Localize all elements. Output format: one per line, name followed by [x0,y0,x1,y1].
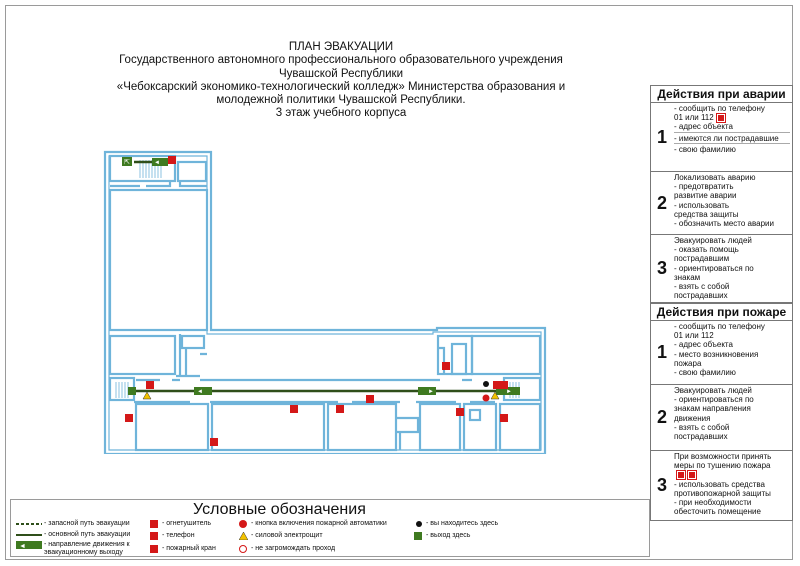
step-line: противопожарной защиты [674,488,771,498]
step-line: - использовать [674,200,730,210]
extinguisher-icon [146,381,154,389]
hydrant-icon [366,395,374,403]
step-line: - адрес объекта [674,122,733,132]
extinguisher-icon [500,414,508,422]
plan-title [85,41,597,121]
fire-step-1 [650,321,793,385]
room-bottom-1 [136,404,208,450]
room-left-1 [110,336,175,374]
exit-icon [414,532,422,540]
step-number: 2 [656,407,667,427]
step-line: - взять с собой [674,422,730,432]
room-bottom-4 [420,404,460,450]
legend-main-route: - основной путь эвакуации [44,531,131,538]
step-line: знакам направления [674,404,751,414]
extinguisher-icon [125,414,133,422]
extinguisher-icon [290,405,298,413]
room-right-small [452,344,466,374]
room-top-right [178,162,206,181]
step-line: пострадавших [674,432,728,442]
exit-sign-left [128,387,136,395]
room-bottom-6 [500,404,540,450]
you-are-here-marker [483,381,489,387]
legend-title: Условные обозначения [193,501,366,518]
svg-text:►: ► [506,389,512,395]
step-line: меры по тушению пожара [674,461,771,471]
step-number: 3 [656,475,667,495]
step-line: движения [674,413,711,423]
extinguisher-icon [442,362,450,370]
step-line: - взять с собой [674,282,730,292]
accident-header: Действия при аварии [650,85,793,103]
title-line-1: ПЛАН ЭВАКУАЦИИ [288,41,394,53]
fire-step-3 [650,451,793,521]
title-line-5: молодежной политики Чувашской Республики. [216,94,466,107]
hydrant-icon [677,471,685,479]
direction-sign-left [194,387,212,395]
accident-step-1 [650,103,793,172]
step-number: 3 [656,258,667,278]
direction-icon [16,541,42,549]
step-line: - использовать средства [674,479,765,489]
phone-icon [717,114,725,122]
phone-icon [150,532,158,540]
fire-button-icon [483,395,490,402]
title-line-4: «Чебоксарский экономико-технологический колледж» Министерства образования и [116,80,566,93]
step-line: Эвакуировать людей [674,236,752,245]
accident-step-2 [650,172,793,235]
step-line: Эвакуировать людей [674,386,752,395]
room-large-hall [110,190,207,330]
svg-text:◄: ◄ [197,389,203,395]
extinguisher-icon [456,408,464,416]
step-number: 1 [656,126,667,147]
step-line: - адрес объекта [674,340,733,350]
step-line: Локализовать аварию [674,173,756,182]
step-line: - имеются ли пострадавшие [674,133,779,143]
room-corner [470,410,480,420]
title-line-6: 3 этаж учебного корпуса [275,107,407,120]
accident-step-3 [650,235,793,303]
extinguisher-icon [150,520,158,528]
main-route-icon [16,532,42,538]
step-line: - при необходимости [674,498,752,508]
step-line: обесточить помещение [674,507,761,517]
room-left-2 [182,336,204,348]
step-line: - место возникновения [674,349,759,359]
svg-text:⇱: ⇱ [124,159,130,166]
room-bottom-2 [212,404,324,450]
exit-sign-top [122,157,132,166]
no-block-icon [239,545,247,553]
power-panel-icon [143,392,151,399]
hydrant-icon [500,381,508,389]
legend-spare-route: - запасной путь эвакуации [44,520,130,527]
phone-icon [168,156,176,164]
step-line: - свою фамилию [674,144,736,154]
step-line: знакам [674,272,701,282]
step-line: пожара [674,358,702,368]
step-line: - сообщить по телефону [674,322,765,331]
direction-sign-mid [418,387,436,395]
step-line: - оказать помощь [674,245,739,255]
step-line: - ориентироваться по [674,395,754,405]
extinguisher-icon [493,381,501,389]
step-line: пострадавших [674,291,728,301]
title-line-2: Государственного автономного профессионального образовательного учреждения [119,54,563,67]
legend-no-block: - не загромождать проход [251,545,336,552]
step-line: пострадавшим [674,254,730,264]
step-line: 01 или 112 [674,331,714,341]
step-line: развитие аварии [674,191,737,201]
you-are-here-icon [416,521,422,527]
legend-extinguisher: - огнетушитель [162,520,212,527]
step-number: 2 [656,192,667,213]
legend-exit: - выход здесь [426,532,471,539]
legend-phone: - телефон [162,532,195,539]
svg-text:►: ► [428,389,434,395]
fire-step-2 [650,385,793,451]
step-line: средства защиты [674,209,739,219]
step-line: - предотвратить [674,182,734,192]
step-line: 01 или 112 [674,113,790,122]
legend-you-are-here: - вы находитесь здесь [426,520,499,527]
title-line-3: Чувашской Республики [278,67,404,80]
legend-hydrant: - пожарный кран [162,545,216,552]
step-line: - свою фамилию [674,368,736,378]
exit-sign-right [512,387,520,395]
extinguisher-icon [336,405,344,413]
fire-button-icon [239,520,247,528]
spare-route-icon [16,521,42,527]
step-line: При возможности принять [674,452,772,461]
floor-plan [100,148,550,454]
power-panel-icon [239,532,248,540]
svg-text:◄: ◄ [19,543,26,549]
direction-sign-top [152,158,168,166]
legend-direction-1: - направление движения к [44,541,130,548]
hydrant-icon [150,545,158,553]
fire-header: Действия при пожаре [650,303,793,321]
actions-panel [650,85,793,521]
legend-power-panel: - силовой электрощит [251,532,323,539]
step-line: - сообщить по телефону [674,104,765,113]
extinguisher-icon [688,471,696,479]
step-line: - обозначить место аварии [674,219,774,229]
step-line: - ориентироваться по [674,263,754,273]
room-right-2 [472,336,540,374]
svg-text:◄: ◄ [154,160,160,166]
step-number: 1 [656,342,667,362]
extinguisher-icon [210,438,218,446]
legend-direction-2: эвакуационному выходу [44,549,123,556]
legend-fire-button: - кнопка включения пожарной автоматики [251,520,387,527]
